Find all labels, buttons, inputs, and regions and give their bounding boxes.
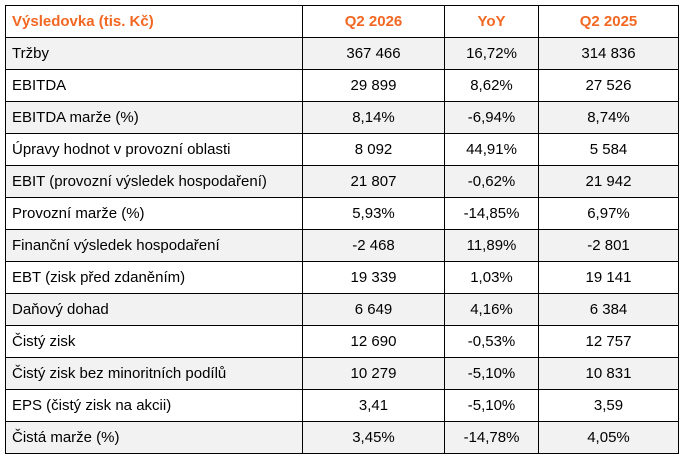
cell-q2-2025: 10 831	[539, 358, 679, 390]
table-header	[6, 6, 679, 38]
row-label: Tržby	[6, 38, 303, 70]
cell-q2-2025: 6,97%	[539, 198, 679, 230]
row-label: EBT (zisk před zdaněním)	[6, 262, 303, 294]
cell-yoy: -14,85%	[445, 198, 539, 230]
row-label: Čistá marže (%)	[6, 422, 303, 454]
cell-yoy: 11,89%	[445, 230, 539, 262]
cell-q2-2025: 6 384	[539, 294, 679, 326]
cell-q2-2026: 10 279	[303, 358, 445, 390]
table-row	[6, 70, 679, 102]
table-row	[6, 230, 679, 262]
table-row	[6, 134, 679, 166]
row-label: Čistý zisk bez minoritních podílů	[6, 358, 303, 390]
cell-q2-2026: 19 339	[303, 262, 445, 294]
cell-q2-2025: 3,59	[539, 390, 679, 422]
table-body	[6, 38, 679, 454]
cell-yoy: -5,10%	[445, 358, 539, 390]
cell-q2-2025: 8,74%	[539, 102, 679, 134]
cell-q2-2026: 5,93%	[303, 198, 445, 230]
cell-yoy: 16,72%	[445, 38, 539, 70]
table-row	[6, 262, 679, 294]
header-q2-2026: Q2 2026	[303, 6, 445, 38]
row-label: Čistý zisk	[6, 326, 303, 358]
header-label: Výsledovka (tis. Kč)	[6, 6, 303, 38]
row-label: Finanční výsledek hospodaření	[6, 230, 303, 262]
cell-yoy: -0,53%	[445, 326, 539, 358]
header-row	[6, 6, 679, 38]
cell-q2-2025: 314 836	[539, 38, 679, 70]
cell-q2-2025: 19 141	[539, 262, 679, 294]
table-row	[6, 198, 679, 230]
cell-q2-2026: 367 466	[303, 38, 445, 70]
table-row	[6, 422, 679, 454]
row-label: Provozní marže (%)	[6, 198, 303, 230]
cell-q2-2025: 21 942	[539, 166, 679, 198]
cell-q2-2025: 4,05%	[539, 422, 679, 454]
table-row	[6, 358, 679, 390]
cell-q2-2026: 3,45%	[303, 422, 445, 454]
header-yoy: YoY	[445, 6, 539, 38]
row-label: EBITDA marže (%)	[6, 102, 303, 134]
cell-q2-2026: 8,14%	[303, 102, 445, 134]
cell-q2-2026: 8 092	[303, 134, 445, 166]
cell-yoy: -0,62%	[445, 166, 539, 198]
cell-yoy: 1,03%	[445, 262, 539, 294]
cell-q2-2025: 27 526	[539, 70, 679, 102]
cell-q2-2026: 12 690	[303, 326, 445, 358]
cell-q2-2025: 12 757	[539, 326, 679, 358]
table-row	[6, 326, 679, 358]
cell-q2-2025: 5 584	[539, 134, 679, 166]
cell-q2-2026: -2 468	[303, 230, 445, 262]
cell-q2-2026: 29 899	[303, 70, 445, 102]
cell-yoy: 8,62%	[445, 70, 539, 102]
row-label: Úpravy hodnot v provozní oblasti	[6, 134, 303, 166]
row-label: EBIT (provozní výsledek hospodaření)	[6, 166, 303, 198]
table-row	[6, 102, 679, 134]
table-row	[6, 390, 679, 422]
table-row	[6, 166, 679, 198]
row-label: EPS (čistý zisk na akcii)	[6, 390, 303, 422]
cell-yoy: -6,94%	[445, 102, 539, 134]
cell-q2-2026: 21 807	[303, 166, 445, 198]
cell-yoy: 4,16%	[445, 294, 539, 326]
income-statement-table	[5, 5, 679, 454]
cell-q2-2026: 6 649	[303, 294, 445, 326]
table-row	[6, 294, 679, 326]
cell-q2-2026: 3,41	[303, 390, 445, 422]
cell-yoy: -14,78%	[445, 422, 539, 454]
cell-q2-2025: -2 801	[539, 230, 679, 262]
header-q2-2025: Q2 2025	[539, 6, 679, 38]
row-label: Daňový dohad	[6, 294, 303, 326]
table-row	[6, 38, 679, 70]
row-label: EBITDA	[6, 70, 303, 102]
cell-yoy: 44,91%	[445, 134, 539, 166]
cell-yoy: -5,10%	[445, 390, 539, 422]
